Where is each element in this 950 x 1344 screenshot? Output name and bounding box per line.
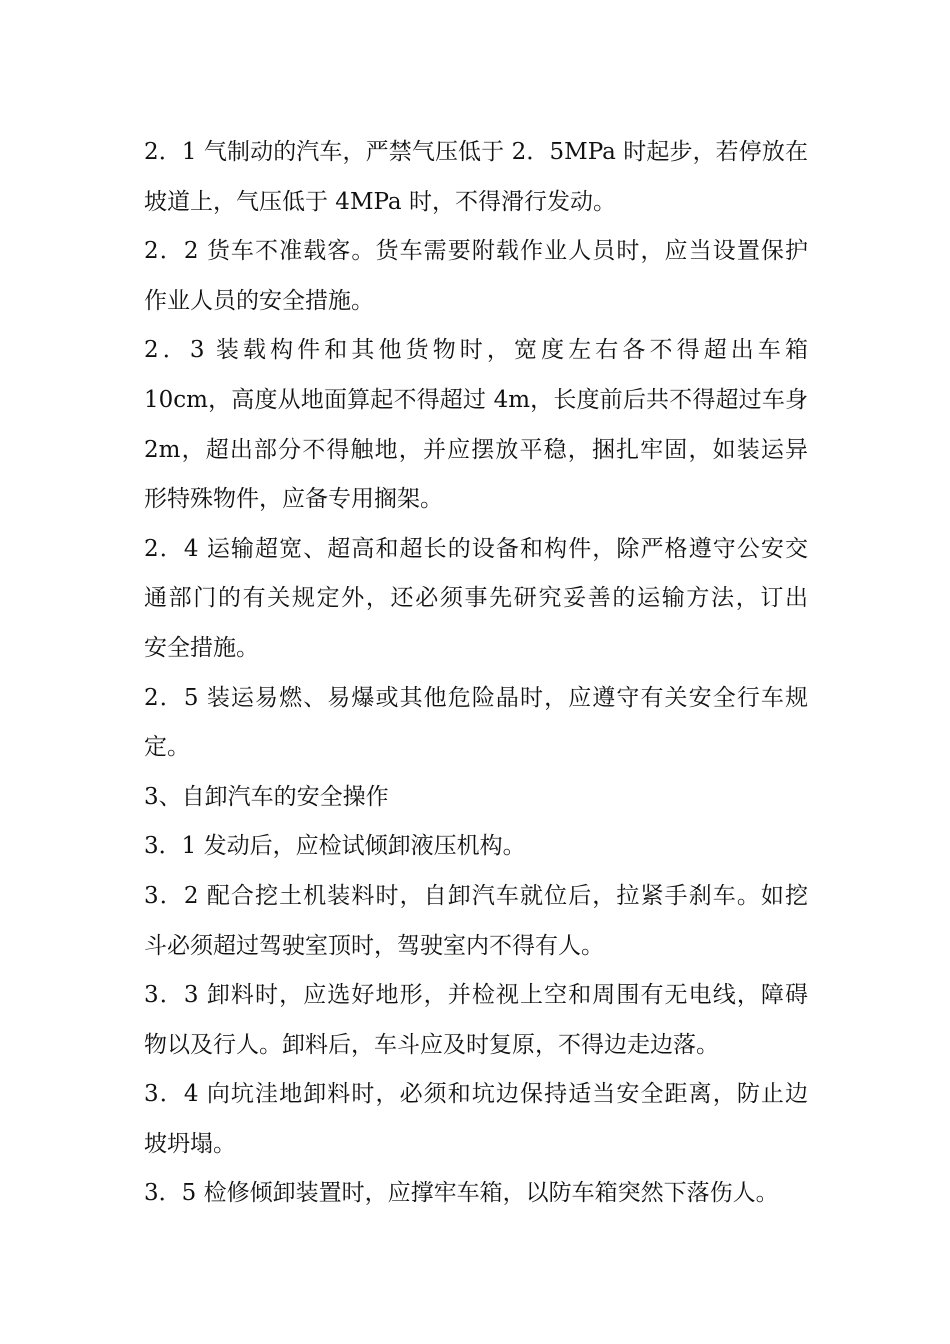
- text-line: 通部门的有关规定外，还必须事先研究妥善的运输方法，订出: [144, 585, 808, 612]
- text-line: 斗必须超过驾驶室顶时，驾驶室内不得有人。: [144, 932, 604, 959]
- text-line: 2．4 运输超宽、超高和超长的设备和构件，除严格遵守公安交: [144, 535, 808, 562]
- text-line: 坡坍塌。: [144, 1130, 236, 1157]
- text-line: 2．1 气制动的汽车，严禁气压低于 2．5MPa 时起步，若停放在: [144, 139, 808, 165]
- text-line: 定。: [144, 734, 190, 761]
- text-line: 安全措施。: [144, 634, 259, 661]
- text-line: 坡道上，气压低于 4MPa 时，不得滑行发动。: [144, 188, 616, 215]
- text-line: 2．2 货车不准载客。货车需要附载作业人员时，应当设置保护: [144, 238, 808, 265]
- text-line: 物以及行人。卸料后，车斗应及时复原，不得边走边落。: [144, 1031, 719, 1058]
- document-body: [144, 128, 808, 1219]
- text-line: 作业人员的安全措施。: [144, 287, 374, 314]
- text-line: 3．4 向坑洼地卸料时，必须和坑边保持适当安全距离，防止边: [144, 1081, 808, 1108]
- text-line: 2m，超出部分不得触地，并应摆放平稳，捆扎牢固，如装运异: [144, 436, 808, 463]
- text-line: 10cm，高度从地面算起不得超过 4m，长度前后共不得超过车身: [144, 386, 808, 413]
- text-line: 3．3 卸料时，应选好地形，并检视上空和周围有无电线，障碍: [144, 982, 808, 1009]
- text-line: 形特殊物件，应备专用搁架。: [144, 486, 443, 513]
- text-line: 3．2 配合挖土机装料时，自卸汽车就位后，拉紧手刹车。如挖: [144, 882, 808, 909]
- text-line: 2．3 装载构件和其他货物时，宽度左右各不得超出车箱: [144, 337, 808, 364]
- text-line: 2．5 装运易燃、易爆或其他危险晶时，应遵守有关安全行车规: [144, 684, 808, 711]
- text-line: 3．1 发动后，应检试倾卸液压机构。: [144, 833, 526, 860]
- text-line: 3．5 检修倾卸装置时，应撑牢车箱，以防车箱突然下落伤人。: [144, 1180, 779, 1207]
- section-heading: 3、自卸汽车的安全操作: [144, 783, 389, 810]
